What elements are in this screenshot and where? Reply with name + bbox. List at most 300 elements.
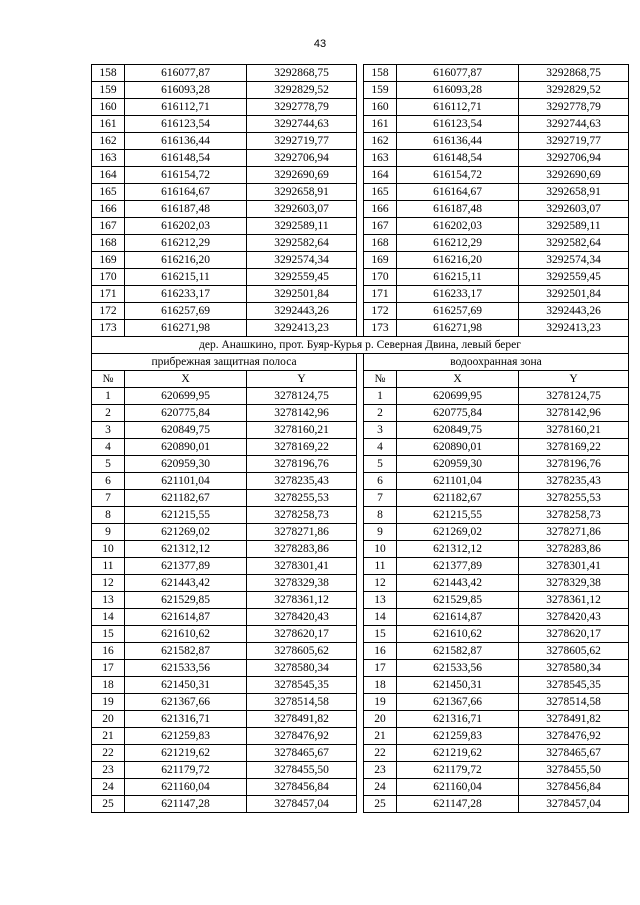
y-coordinate-cell: 3292658,91 [247, 184, 357, 201]
x-coordinate-cell: 621219,62 [125, 745, 247, 762]
y-coordinate-cell: 3278605,62 [247, 643, 357, 660]
x-coordinate-cell: 616212,29 [397, 235, 519, 252]
point-number-cell: 10 [364, 541, 397, 558]
x-coordinate-cell: 621443,42 [125, 575, 247, 592]
coordinates-table [91, 64, 629, 813]
y-coordinate-cell: 3292589,11 [247, 218, 357, 235]
table-row [92, 473, 629, 490]
x-coordinate-cell: 621219,62 [397, 745, 519, 762]
point-number-cell: 167 [92, 218, 125, 235]
table-row [92, 439, 629, 456]
x-coordinate-cell: 621312,12 [397, 541, 519, 558]
x-coordinate-cell: 616136,44 [125, 133, 247, 150]
point-number-cell: 170 [92, 269, 125, 286]
point-number-cell: 169 [364, 252, 397, 269]
x-coordinate-cell: 621160,04 [397, 779, 519, 796]
x-coordinate-cell: 616215,11 [397, 269, 519, 286]
x-coordinate-cell: 621316,71 [397, 711, 519, 728]
point-number-cell: 17 [364, 660, 397, 677]
point-number-cell: 24 [364, 779, 397, 796]
y-coordinate-cell: 3278476,92 [247, 728, 357, 745]
column-gap [357, 643, 364, 660]
x-coordinate-cell: 621582,87 [125, 643, 247, 660]
y-coordinate-cell: 3278580,34 [247, 660, 357, 677]
x-coordinate-cell: 616212,29 [125, 235, 247, 252]
x-coordinate-cell: 616271,98 [125, 320, 247, 337]
point-number-cell: 159 [92, 82, 125, 99]
y-coordinate-cell: 3278620,17 [519, 626, 629, 643]
y-coordinate-cell: 3292690,69 [519, 167, 629, 184]
column-gap [357, 303, 364, 320]
table-row [92, 456, 629, 473]
x-coordinate-cell: 621614,87 [125, 609, 247, 626]
x-coordinate-cell: 616093,28 [125, 82, 247, 99]
x-coordinate-cell: 620849,75 [125, 422, 247, 439]
x-coordinate-cell: 616233,17 [397, 286, 519, 303]
y-coordinate-cell: 3278124,75 [247, 388, 357, 405]
x-coordinate-cell: 616112,71 [397, 99, 519, 116]
y-coordinate-cell: 3292744,63 [247, 116, 357, 133]
column-gap [357, 711, 364, 728]
table-row [92, 626, 629, 643]
table-row [92, 99, 629, 116]
x-coordinate-cell: 621614,87 [397, 609, 519, 626]
x-coordinate-cell: 621312,12 [125, 541, 247, 558]
point-number-cell: 25 [364, 796, 397, 813]
x-coordinate-cell: 616202,03 [397, 218, 519, 235]
point-number-cell: 4 [92, 439, 125, 456]
x-coordinate-cell: 620775,84 [397, 405, 519, 422]
point-number-cell: 20 [364, 711, 397, 728]
point-number-cell: 24 [92, 779, 125, 796]
y-coordinate-cell: 3278235,43 [519, 473, 629, 490]
y-coordinate-cell: 3278545,35 [247, 677, 357, 694]
y-coordinate-cell: 3278142,96 [247, 405, 357, 422]
y-coordinate-cell: 3292574,34 [519, 252, 629, 269]
y-coordinate-cell: 3292501,84 [519, 286, 629, 303]
point-number-cell: 2 [364, 405, 397, 422]
y-coordinate-cell: 3278605,62 [519, 643, 629, 660]
table-row [92, 507, 629, 524]
x-coordinate-cell: 616187,48 [125, 201, 247, 218]
column-gap [357, 167, 364, 184]
y-coordinate-cell: 3278465,67 [247, 745, 357, 762]
y-coordinate-cell: 3292582,64 [247, 235, 357, 252]
y-coordinate-cell: 3292778,79 [519, 99, 629, 116]
y-coordinate-cell: 3278301,41 [247, 558, 357, 575]
point-number-cell: 18 [364, 677, 397, 694]
point-number-cell: 13 [92, 592, 125, 609]
y-coordinate-cell: 3292589,11 [519, 218, 629, 235]
table-row [92, 609, 629, 626]
column-gap [357, 286, 364, 303]
point-number-cell: 15 [92, 626, 125, 643]
y-coordinate-cell: 3278491,82 [247, 711, 357, 728]
y-coordinate-cell: 3292778,79 [247, 99, 357, 116]
x-coordinate-cell: 616164,67 [125, 184, 247, 201]
number-column-header: № [92, 371, 125, 388]
x-coordinate-cell: 616154,72 [125, 167, 247, 184]
point-number-cell: 16 [92, 643, 125, 660]
table-row [92, 779, 629, 796]
y-coordinate-cell: 3292829,52 [519, 82, 629, 99]
table-row [92, 575, 629, 592]
x-coordinate-cell: 621533,56 [125, 660, 247, 677]
point-number-cell: 17 [92, 660, 125, 677]
y-coordinate-cell: 3278196,76 [247, 456, 357, 473]
point-number-cell: 172 [92, 303, 125, 320]
y-coordinate-cell: 3278545,35 [519, 677, 629, 694]
point-number-cell: 166 [92, 201, 125, 218]
x-coordinate-cell: 620775,84 [125, 405, 247, 422]
table-row [92, 167, 629, 184]
x-coordinate-cell: 620699,95 [125, 388, 247, 405]
y-coordinate-cell: 3278329,38 [519, 575, 629, 592]
point-number-cell: 170 [364, 269, 397, 286]
x-coordinate-cell: 616136,44 [397, 133, 519, 150]
x-coordinate-cell: 616271,98 [397, 320, 519, 337]
column-gap [357, 524, 364, 541]
y-coordinate-cell: 3278457,04 [247, 796, 357, 813]
point-number-cell: 12 [364, 575, 397, 592]
column-gap [357, 65, 364, 82]
zone-header-row [92, 354, 629, 371]
x-coordinate-cell: 621101,04 [397, 473, 519, 490]
column-gap [357, 133, 364, 150]
column-gap [357, 252, 364, 269]
y-coordinate-cell: 3278455,50 [519, 762, 629, 779]
y-coordinate-cell: 3292706,94 [247, 150, 357, 167]
column-gap [357, 150, 364, 167]
y-coordinate-cell: 3278271,86 [247, 524, 357, 541]
y-coordinate-cell: 3278169,22 [519, 439, 629, 456]
column-gap [357, 796, 364, 813]
y-coordinate-cell: 3278160,21 [247, 422, 357, 439]
point-number-cell: 166 [364, 201, 397, 218]
table-row [92, 643, 629, 660]
x-coordinate-cell: 616093,28 [397, 82, 519, 99]
x-coordinate-cell: 616216,20 [125, 252, 247, 269]
point-number-cell: 172 [364, 303, 397, 320]
x-coordinate-cell: 616202,03 [125, 218, 247, 235]
x-coordinate-cell: 621450,31 [125, 677, 247, 694]
point-number-cell: 18 [92, 677, 125, 694]
x-coordinate-cell: 616216,20 [397, 252, 519, 269]
x-coordinate-cell: 621533,56 [397, 660, 519, 677]
section-title-row [92, 337, 629, 354]
x-coordinate-cell: 621610,62 [125, 626, 247, 643]
point-number-cell: 2 [92, 405, 125, 422]
table-row [92, 201, 629, 218]
y-coordinate-cell: 3278465,67 [519, 745, 629, 762]
y-coordinate-cell: 3292559,45 [519, 269, 629, 286]
section-title: дер. Анашкино, прот. Буяр-Курья р. Северная Двина, левый берег [92, 337, 629, 354]
y-coordinate-cell: 3292559,45 [247, 269, 357, 286]
point-number-cell: 7 [92, 490, 125, 507]
point-number-cell: 162 [92, 133, 125, 150]
x-coordinate-cell: 621269,02 [397, 524, 519, 541]
column-gap [357, 507, 364, 524]
column-gap [357, 320, 364, 337]
table-row [92, 150, 629, 167]
y-coordinate-cell: 3278258,73 [519, 507, 629, 524]
column-gap [357, 354, 364, 371]
y-coordinate-cell: 3278476,92 [519, 728, 629, 745]
point-number-cell: 9 [92, 524, 125, 541]
point-number-cell: 16 [364, 643, 397, 660]
column-gap [357, 422, 364, 439]
column-gap [357, 745, 364, 762]
point-number-cell: 19 [92, 694, 125, 711]
y-coordinate-cell: 3292501,84 [247, 286, 357, 303]
x-coordinate-cell: 620959,30 [397, 456, 519, 473]
point-number-cell: 6 [92, 473, 125, 490]
column-gap [357, 184, 364, 201]
table-row [92, 184, 629, 201]
point-number-cell: 163 [364, 150, 397, 167]
column-gap [357, 235, 364, 252]
x-coordinate-cell: 621101,04 [125, 473, 247, 490]
table-row [92, 218, 629, 235]
table-row [92, 541, 629, 558]
y-coordinate-cell: 3278169,22 [247, 439, 357, 456]
column-gap [357, 677, 364, 694]
column-gap [357, 592, 364, 609]
point-number-cell: 21 [364, 728, 397, 745]
y-coordinate-cell: 3278196,76 [519, 456, 629, 473]
x-coordinate-cell: 621259,83 [125, 728, 247, 745]
point-number-cell: 161 [364, 116, 397, 133]
table-row [92, 711, 629, 728]
column-gap [357, 490, 364, 507]
y-coordinate-cell: 3292868,75 [247, 65, 357, 82]
point-number-cell: 7 [364, 490, 397, 507]
point-number-cell: 162 [364, 133, 397, 150]
y-coordinate-cell: 3278301,41 [519, 558, 629, 575]
point-number-cell: 3 [92, 422, 125, 439]
y-coordinate-cell: 3278235,43 [247, 473, 357, 490]
point-number-cell: 23 [92, 762, 125, 779]
y-coordinate-cell: 3278456,84 [519, 779, 629, 796]
point-number-cell: 164 [364, 167, 397, 184]
y-coordinate-cell: 3278271,86 [519, 524, 629, 541]
column-gap [357, 626, 364, 643]
point-number-cell: 158 [364, 65, 397, 82]
point-number-cell: 164 [92, 167, 125, 184]
y-coordinate-cell: 3292582,64 [519, 235, 629, 252]
point-number-cell: 10 [92, 541, 125, 558]
x-coordinate-cell: 621316,71 [125, 711, 247, 728]
table-row [92, 677, 629, 694]
table-row [92, 269, 629, 286]
water-protection-zone-header: водоохранная зона [364, 354, 629, 371]
y-column-header: Y [519, 371, 629, 388]
x-coordinate-cell: 621259,83 [397, 728, 519, 745]
table-row [92, 303, 629, 320]
x-coordinate-cell: 621367,66 [397, 694, 519, 711]
table-row [92, 388, 629, 405]
y-coordinate-cell: 3278329,38 [247, 575, 357, 592]
x-coordinate-cell: 621147,28 [125, 796, 247, 813]
point-number-cell: 160 [92, 99, 125, 116]
point-number-cell: 21 [92, 728, 125, 745]
y-coordinate-cell: 3278160,21 [519, 422, 629, 439]
x-coordinate-cell: 621367,66 [125, 694, 247, 711]
column-gap [357, 558, 364, 575]
x-column-header: X [397, 371, 519, 388]
x-coordinate-cell: 621215,55 [397, 507, 519, 524]
x-coordinate-cell: 616123,54 [397, 116, 519, 133]
point-number-cell: 20 [92, 711, 125, 728]
column-gap [357, 82, 364, 99]
table-row [92, 558, 629, 575]
point-number-cell: 22 [364, 745, 397, 762]
point-number-cell: 23 [364, 762, 397, 779]
x-coordinate-cell: 616154,72 [397, 167, 519, 184]
column-gap [357, 371, 364, 388]
table-row [92, 762, 629, 779]
table-row [92, 745, 629, 762]
column-gap [357, 694, 364, 711]
point-number-cell: 14 [92, 609, 125, 626]
x-coordinate-cell: 616077,87 [397, 65, 519, 82]
y-coordinate-cell: 3278620,17 [247, 626, 357, 643]
column-gap [357, 762, 364, 779]
point-number-cell: 173 [364, 320, 397, 337]
point-number-cell: 14 [364, 609, 397, 626]
x-coordinate-cell: 621179,72 [125, 762, 247, 779]
table-row [92, 133, 629, 150]
point-number-cell: 158 [92, 65, 125, 82]
x-coordinate-cell: 616257,69 [125, 303, 247, 320]
x-coordinate-cell: 620890,01 [397, 439, 519, 456]
point-number-cell: 11 [92, 558, 125, 575]
point-number-cell: 25 [92, 796, 125, 813]
y-coordinate-cell: 3278491,82 [519, 711, 629, 728]
column-gap [357, 473, 364, 490]
column-gap [357, 779, 364, 796]
coastal-protection-strip-header: прибрежная защитная полоса [92, 354, 357, 371]
table-row [92, 235, 629, 252]
column-gap [357, 388, 364, 405]
x-coordinate-cell: 620959,30 [125, 456, 247, 473]
x-coordinate-cell: 616123,54 [125, 116, 247, 133]
point-number-cell: 171 [364, 286, 397, 303]
point-number-cell: 165 [364, 184, 397, 201]
y-coordinate-cell: 3292443,26 [519, 303, 629, 320]
y-coordinate-cell: 3292603,07 [247, 201, 357, 218]
x-coordinate-cell: 621269,02 [125, 524, 247, 541]
column-gap [357, 575, 364, 592]
x-coordinate-cell: 621450,31 [397, 677, 519, 694]
x-coordinate-cell: 616187,48 [397, 201, 519, 218]
table-row [92, 82, 629, 99]
x-coordinate-cell: 621529,85 [397, 592, 519, 609]
table-row [92, 592, 629, 609]
y-coordinate-cell: 3278514,58 [247, 694, 357, 711]
column-gap [357, 439, 364, 456]
point-number-cell: 4 [364, 439, 397, 456]
point-number-cell: 169 [92, 252, 125, 269]
x-coordinate-cell: 621529,85 [125, 592, 247, 609]
point-number-cell: 12 [92, 575, 125, 592]
y-coordinate-cell: 3292658,91 [519, 184, 629, 201]
column-gap [357, 609, 364, 626]
x-coordinate-cell: 620849,75 [397, 422, 519, 439]
y-coordinate-cell: 3278580,34 [519, 660, 629, 677]
x-coordinate-cell: 621147,28 [397, 796, 519, 813]
point-number-cell: 19 [364, 694, 397, 711]
y-coordinate-cell: 3278457,04 [519, 796, 629, 813]
point-number-cell: 1 [92, 388, 125, 405]
point-number-cell: 13 [364, 592, 397, 609]
y-coordinate-cell: 3292719,77 [247, 133, 357, 150]
table-row [92, 65, 629, 82]
y-coordinate-cell: 3292829,52 [247, 82, 357, 99]
table-row [92, 660, 629, 677]
y-coordinate-cell: 3278124,75 [519, 388, 629, 405]
page-number: 43 [313, 38, 327, 50]
x-coordinate-cell: 616257,69 [397, 303, 519, 320]
x-coordinate-cell: 620699,95 [397, 388, 519, 405]
column-gap [357, 728, 364, 745]
point-number-cell: 173 [92, 320, 125, 337]
column-gap [357, 201, 364, 218]
y-coordinate-cell: 3292574,34 [247, 252, 357, 269]
point-number-cell: 165 [92, 184, 125, 201]
y-coordinate-cell: 3278283,86 [519, 541, 629, 558]
number-column-header: № [364, 371, 397, 388]
x-coordinate-cell: 621215,55 [125, 507, 247, 524]
x-coordinate-cell: 616077,87 [125, 65, 247, 82]
point-number-cell: 8 [364, 507, 397, 524]
y-coordinate-cell: 3278361,12 [247, 592, 357, 609]
x-coordinate-cell: 621377,89 [125, 558, 247, 575]
x-coordinate-cell: 621377,89 [397, 558, 519, 575]
table-row [92, 286, 629, 303]
x-coordinate-cell: 620890,01 [125, 439, 247, 456]
y-column-header: Y [247, 371, 357, 388]
point-number-cell: 1 [364, 388, 397, 405]
x-coordinate-cell: 621443,42 [397, 575, 519, 592]
column-gap [357, 541, 364, 558]
x-coordinate-cell: 616112,71 [125, 99, 247, 116]
x-coordinate-cell: 621582,87 [397, 643, 519, 660]
y-coordinate-cell: 3278420,43 [519, 609, 629, 626]
x-coordinate-cell: 616215,11 [125, 269, 247, 286]
point-number-cell: 6 [364, 473, 397, 490]
table-row [92, 422, 629, 439]
x-coordinate-cell: 621182,67 [125, 490, 247, 507]
x-coordinate-cell: 616164,67 [397, 184, 519, 201]
point-number-cell: 22 [92, 745, 125, 762]
y-coordinate-cell: 3292690,69 [247, 167, 357, 184]
x-coordinate-cell: 616148,54 [397, 150, 519, 167]
point-number-cell: 163 [92, 150, 125, 167]
point-number-cell: 5 [364, 456, 397, 473]
point-number-cell: 15 [364, 626, 397, 643]
y-coordinate-cell: 3292719,77 [519, 133, 629, 150]
x-coordinate-cell: 621610,62 [397, 626, 519, 643]
column-gap [357, 405, 364, 422]
column-gap [357, 218, 364, 235]
table-row [92, 252, 629, 269]
y-coordinate-cell: 3278361,12 [519, 592, 629, 609]
point-number-cell: 168 [92, 235, 125, 252]
table-row [92, 524, 629, 541]
column-gap [357, 660, 364, 677]
y-coordinate-cell: 3278258,73 [247, 507, 357, 524]
